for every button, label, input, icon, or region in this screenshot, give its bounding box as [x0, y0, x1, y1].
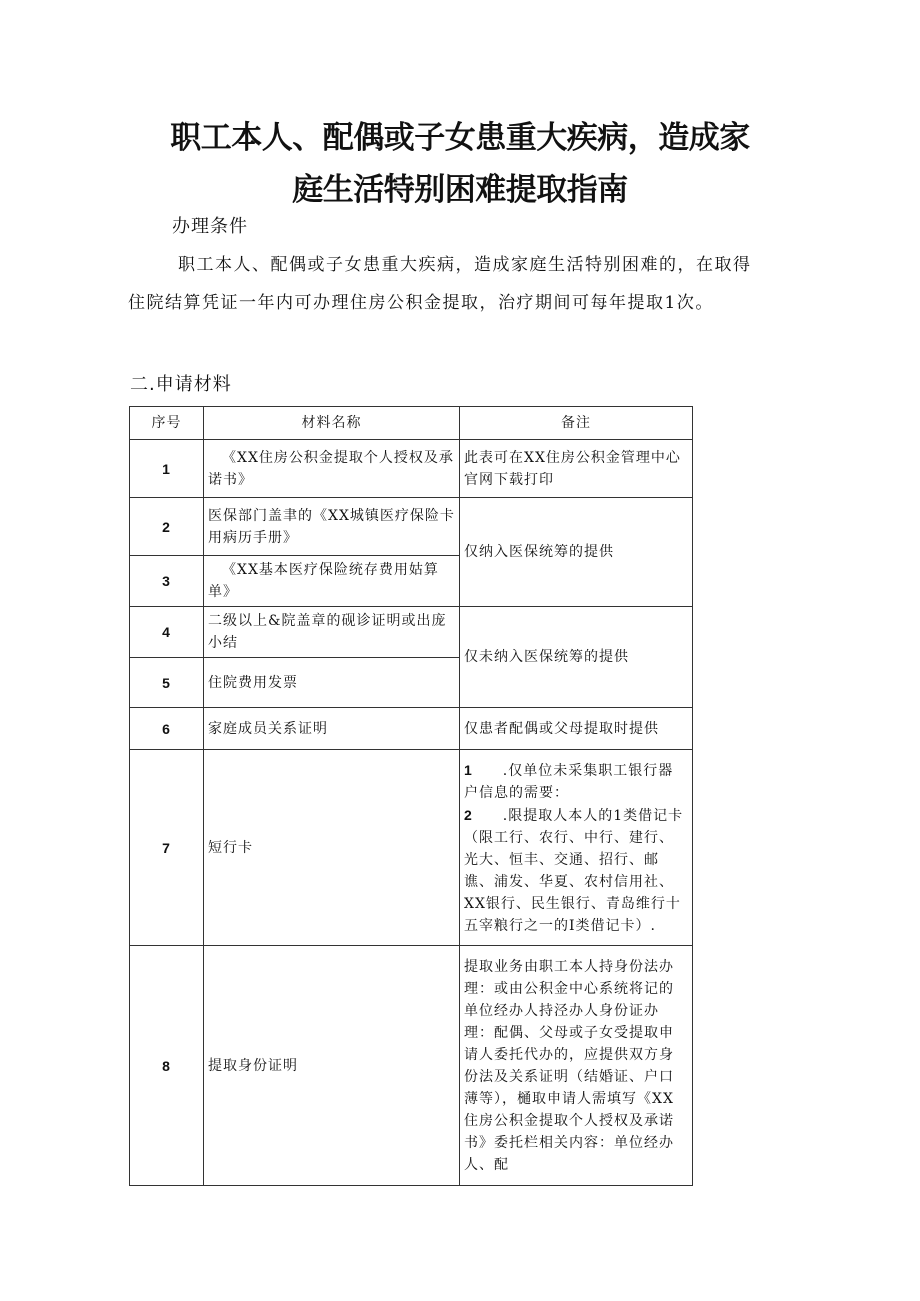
note-item-1-no: 1 — [464, 761, 473, 778]
table-row — [130, 498, 693, 556]
row-no: 3 — [130, 556, 204, 607]
header-note: 备注 — [460, 407, 693, 440]
row-note: 提取业务由职工本人持身份法办理：或由公积金中心系统将记的单位经办人持泾办人身份证办理：配偶、父母或子女受提取申请人委托代办的，应提供双方身份法及关系证明（结婚证、户口薄等），樋取申请人需填写《XX住房公积金提取个人授权及承诺书》委托栏相关内容：单位经办人、配 — [460, 946, 693, 1186]
table-row — [130, 946, 693, 1186]
merged-note-2-3: 仅纳入医保统筹的提供 — [460, 498, 693, 607]
row-material: 短行卡 — [204, 750, 460, 946]
row-no: 2 — [130, 498, 204, 556]
materials-table — [129, 406, 693, 1186]
row-material: 提取身份证明 — [204, 946, 460, 1186]
row-note-bank-card — [460, 750, 693, 946]
section-heading-materials: 二.申请材料 — [130, 374, 232, 395]
note-item-1-text: .仅单位未采集职工银行器户信息的需要： — [464, 762, 674, 801]
title-line-2: 庭生活特别困难提取指南 — [292, 172, 628, 208]
row-material: 医保部门盖聿的《XX城镇医疗保险卡用病历手册》 — [204, 498, 460, 556]
table-row — [130, 607, 693, 658]
row-no: 7 — [130, 750, 204, 946]
header-no: 序号 — [130, 407, 204, 440]
row-no: 4 — [130, 607, 204, 658]
row-material: 二级以上&院盖章的砚诊证明或出庞小结 — [204, 607, 460, 658]
table-row — [130, 440, 693, 498]
page-title — [110, 112, 810, 216]
note-item-1 — [464, 759, 688, 804]
section-heading-conditions: 办理条件 — [172, 216, 248, 237]
row-material: 《XX住房公积金提取个人授权及承诺书》 — [204, 440, 460, 498]
row-no: 8 — [130, 946, 204, 1186]
row-no: 5 — [130, 658, 204, 708]
table-row — [130, 708, 693, 750]
conditions-paragraph: 职工本人、配偶或子女患重大疾病，造成家庭生活特别困难的，在取得住院结算凭证一年内可办理住房公积金提取，治疗期间可每年提取1次。 — [128, 255, 752, 313]
title-line-1: 职工本人、配偶或子女患重大疾病，造成家 — [170, 120, 750, 156]
row-material: 家庭成员关系证明 — [204, 708, 460, 750]
note-item-2-text: .限提取人本人的1类借记卡（限工行、农行、中行、建行、光大、恒丰、交通、招行、邮谯、浦发、华夏、农村信用社、XX银行、民生银行、青岛维行十五宰粮行之一的I类借记卡）. — [464, 807, 684, 934]
row-note: 此表可在XX住房公积金管理中心官网下载打印 — [460, 440, 693, 498]
table-header-row — [130, 407, 693, 440]
row-note: 仅患者配偶或父母提取时提供 — [460, 708, 693, 750]
table-row — [130, 750, 693, 946]
header-name: 材料名称 — [204, 407, 460, 440]
row-no: 1 — [130, 440, 204, 498]
row-material: 《XX基本医疗保险统存费用姑算单》 — [204, 556, 460, 607]
note-item-2 — [464, 804, 688, 937]
row-no: 6 — [130, 708, 204, 750]
note-item-2-no: 2 — [464, 806, 473, 823]
merged-note-4-5: 仅未纳入医保统筹的提供 — [460, 607, 693, 708]
row-material: 住院费用发票 — [204, 658, 460, 708]
